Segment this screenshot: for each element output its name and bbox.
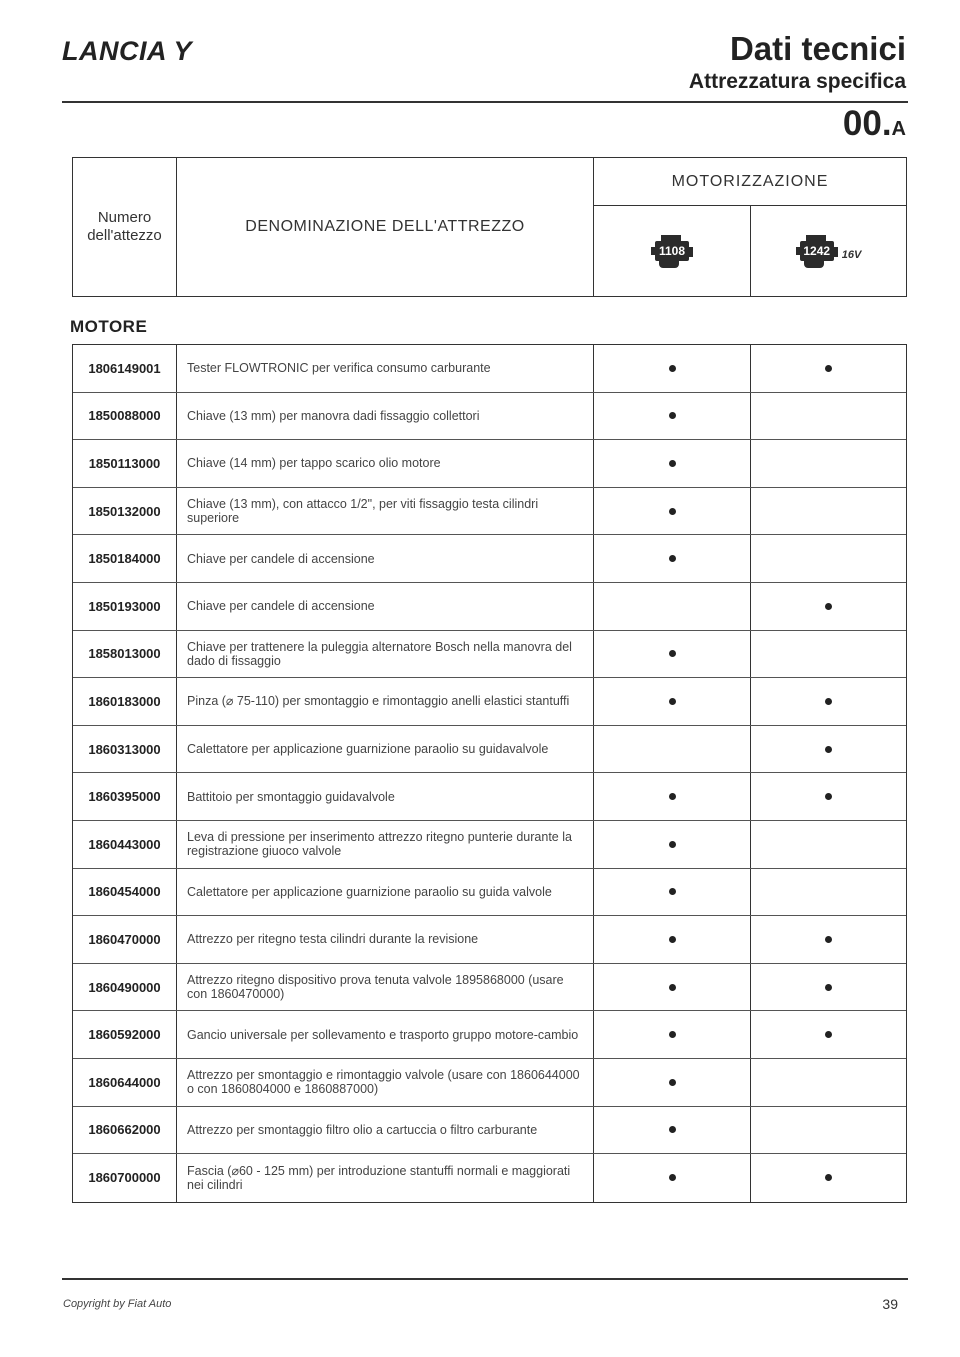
page-number: 39: [882, 1296, 898, 1312]
engine-1242-cell: [751, 1154, 906, 1202]
applicable-dot: [669, 698, 676, 705]
table-row: [73, 1011, 906, 1059]
applicable-dot: [825, 936, 832, 943]
engine-1108-cell: [594, 773, 751, 820]
applicable-dot: [669, 460, 676, 467]
applicable-dot: [825, 984, 832, 991]
engine-1242-cell: [751, 1059, 906, 1106]
section-code-suffix: A: [891, 118, 906, 140]
table-row: [73, 964, 906, 1012]
engine-1108-cell: [594, 1107, 751, 1154]
tool-number: 1860644000: [73, 1059, 177, 1106]
applicable-dot: [669, 555, 676, 562]
engine-1108-cell: [594, 488, 751, 535]
tool-number: 1860443000: [73, 821, 177, 868]
table-row: [73, 393, 906, 441]
tool-number: 1860454000: [73, 869, 177, 916]
tool-number: 1806149001: [73, 345, 177, 392]
tool-number: 1860313000: [73, 726, 177, 773]
tool-name: Calettatore per applicazione guarnizione paraolio su guidavalvole: [177, 726, 594, 773]
engine-1108-cell: [594, 678, 751, 725]
table-row: [73, 631, 906, 679]
applicable-dot: [825, 1031, 832, 1038]
engine-1108-cell: [594, 440, 751, 487]
table-row: [73, 726, 906, 774]
engine-16v-tag: 16V: [841, 249, 862, 261]
engine-1242-cell: [751, 678, 906, 725]
engine-1242-cell: [751, 1011, 906, 1058]
page-title: Dati tecnici: [729, 30, 906, 67]
engine-1242-cell: [751, 583, 906, 630]
tool-number: 1850184000: [73, 535, 177, 582]
tool-name: Attrezzo per ritegno testa cilindri durante la revisione: [177, 916, 594, 963]
table-row: [73, 488, 906, 536]
table-row: [73, 773, 906, 821]
engine-1242-cell: [751, 440, 906, 487]
column-header-number: Numero dell'attezzo: [73, 158, 177, 296]
engine-1108-cell: [594, 345, 751, 392]
applicable-dot: [825, 1174, 832, 1181]
tool-name: Attrezzo ritegno dispositivo prova tenuta valvole 1895868000 (usare con 1860470000): [177, 964, 594, 1011]
tool-number: 1860183000: [73, 678, 177, 725]
engine-icon: [651, 233, 693, 269]
table-row: [73, 821, 906, 869]
applicable-dot: [825, 698, 832, 705]
engine-1242-label: 1242: [800, 241, 834, 261]
section-title-motore: MOTORE: [70, 317, 148, 336]
applicable-dot: [825, 746, 832, 753]
engine-1108-cell: [594, 535, 751, 582]
tool-number: 1860662000: [73, 1107, 177, 1154]
applicable-dot: [825, 365, 832, 372]
tools-table: [72, 344, 907, 1203]
table-header: [72, 157, 907, 297]
tool-number: 1860395000: [73, 773, 177, 820]
tool-number: 1858013000: [73, 631, 177, 678]
table-row: [73, 678, 906, 726]
engine-icon: [796, 233, 838, 269]
column-header-engine-1108: [594, 206, 751, 296]
applicable-dot: [669, 984, 676, 991]
engine-1108-cell: [594, 869, 751, 916]
table-row: [73, 869, 906, 917]
tool-number: 1850088000: [73, 393, 177, 440]
tool-name: Chiave (14 mm) per tappo scarico olio motore: [177, 440, 594, 487]
column-header-motorization: MOTORIZZAZIONE: [594, 158, 906, 206]
engine-1242-cell: [751, 393, 906, 440]
page-subtitle: Attrezzatura specifica: [688, 70, 906, 93]
engine-1242-cell: [751, 916, 906, 963]
table-row: [73, 535, 906, 583]
tool-name: Attrezzo per smontaggio filtro olio a cartuccia o filtro carburante: [177, 1107, 594, 1154]
table-row: [73, 440, 906, 488]
table-row: [73, 583, 906, 631]
table-row: [73, 916, 906, 964]
applicable-dot: [669, 1126, 676, 1133]
engine-1108-cell: [594, 1059, 751, 1106]
tool-name: Pinza (⌀ 75-110) per smontaggio e rimontaggio anelli elastici stantuffi: [177, 678, 594, 725]
engine-1108-cell: [594, 631, 751, 678]
tool-number: 1850193000: [73, 583, 177, 630]
brand-title: LANCIA Y: [62, 36, 193, 66]
tool-name: Fascia (⌀60 - 125 mm) per introduzione stantuffi normali e maggiorati nei cilindri: [177, 1154, 594, 1202]
engine-1242-cell: [751, 821, 906, 868]
tool-name: Leva di pressione per inserimento attrezzo ritegno punterie durante la registrazione giuoco valvole: [177, 821, 594, 868]
applicable-dot: [669, 793, 676, 800]
tool-name: Calettatore per applicazione guarnizione paraolio su guida valvole: [177, 869, 594, 916]
engine-1242-cell: [751, 631, 906, 678]
engine-1242-cell: [751, 726, 906, 773]
applicable-dot: [669, 365, 676, 372]
section-code-number: 00.: [842, 104, 892, 143]
tool-name: Chiave per candele di accensione: [177, 583, 594, 630]
engine-1242-cell: [751, 345, 906, 392]
applicable-dot: [669, 841, 676, 848]
table-row: [73, 1107, 906, 1155]
applicable-dot: [669, 1174, 676, 1181]
tool-number: 1860700000: [73, 1154, 177, 1202]
engine-1242-cell: [751, 869, 906, 916]
engine-1108-cell: [594, 726, 751, 773]
engine-1242-cell: [751, 488, 906, 535]
applicable-dot: [669, 1079, 676, 1086]
engine-1108-cell: [594, 583, 751, 630]
table-row: [73, 345, 906, 393]
engine-1108-cell: [594, 393, 751, 440]
applicable-dot: [669, 936, 676, 943]
applicable-dot: [669, 888, 676, 895]
column-header-engine-1242: [751, 206, 906, 296]
engine-1242-cell: [751, 535, 906, 582]
applicable-dot: [669, 650, 676, 657]
engine-1242-cell: [751, 1107, 906, 1154]
engine-1108-cell: [594, 916, 751, 963]
engine-1108-cell: [594, 1011, 751, 1058]
tool-name: Tester FLOWTRONIC per verifica consumo carburante: [177, 345, 594, 392]
tool-name: Chiave (13 mm), con attacco 1/2", per viti fissaggio testa cilindri superiore: [177, 488, 594, 535]
applicable-dot: [825, 793, 832, 800]
column-header-name: DENOMINAZIONE DELL'ATTREZZO: [177, 158, 594, 296]
tool-name: Attrezzo per smontaggio e rimontaggio valvole (usare con 1860644000 o con 1860804000 e 1860887000): [177, 1059, 594, 1106]
tool-name: Chiave (13 mm) per manovra dadi fissaggio collettori: [177, 393, 594, 440]
engine-1242-cell: [751, 773, 906, 820]
table-row: [73, 1154, 906, 1202]
engine-1108-cell: [594, 1154, 751, 1202]
applicable-dot: [669, 412, 676, 419]
copyright-text: Copyright by Fiat Auto: [63, 1298, 172, 1310]
tool-number: 1860490000: [73, 964, 177, 1011]
applicable-dot: [669, 508, 676, 515]
engine-1108-cell: [594, 821, 751, 868]
section-code: [843, 104, 906, 144]
applicable-dot: [669, 1031, 676, 1038]
tool-number: 1850132000: [73, 488, 177, 535]
header-divider: [62, 101, 908, 103]
tool-name: Chiave per trattenere la puleggia alternatore Bosch nella manovra del dado di fissaggio: [177, 631, 594, 678]
footer-divider: [62, 1278, 908, 1280]
tool-number: 1860470000: [73, 916, 177, 963]
tool-number: 1850113000: [73, 440, 177, 487]
engine-1108-cell: [594, 964, 751, 1011]
tool-number: 1860592000: [73, 1011, 177, 1058]
table-row: [73, 1059, 906, 1107]
tool-name: Chiave per candele di accensione: [177, 535, 594, 582]
engine-1242-cell: [751, 964, 906, 1011]
tool-name: Gancio universale per sollevamento e trasporto gruppo motore-cambio: [177, 1011, 594, 1058]
tool-name: Battitoio per smontaggio guidavalvole: [177, 773, 594, 820]
engine-1108-label: 1108: [655, 241, 689, 261]
applicable-dot: [825, 603, 832, 610]
